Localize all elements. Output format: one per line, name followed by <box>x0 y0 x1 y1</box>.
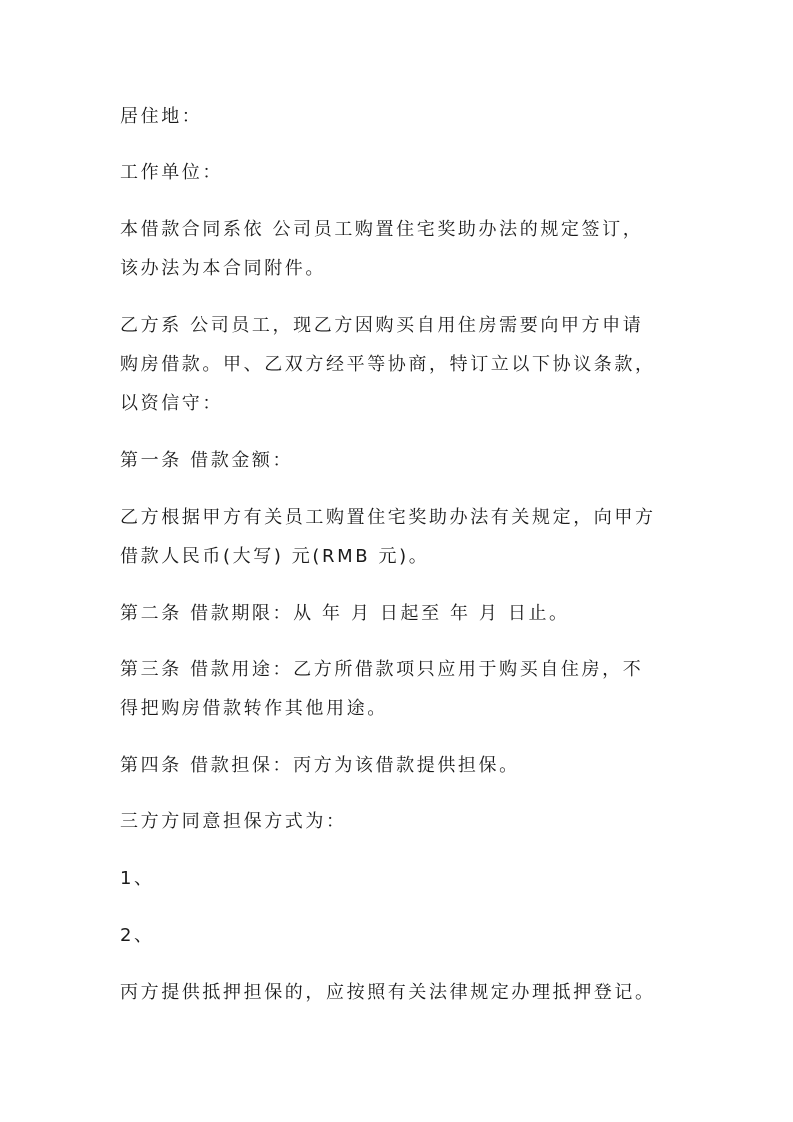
article-2-line: 第二条 借款期限：从 年 月 日起至 年 月 日止。 <box>120 603 570 624</box>
residence-line: 居住地： <box>120 106 203 127</box>
party-b-line-2: 购房借款。甲、乙双方经平等协商，特订立以下协议条款， <box>120 354 656 375</box>
guarantee-item-1: 1、 <box>120 868 155 889</box>
guarantee-method-line: 三方方同意担保方式为： <box>120 811 347 832</box>
article-4-line: 第四条 借款担保：丙方为该借款提供担保。 <box>120 755 520 776</box>
party-b-line-3: 以资信守： <box>120 393 223 414</box>
article-3-line-2: 得把购房借款转作其他用途。 <box>120 698 388 719</box>
article-1-heading: 第一条 借款金额： <box>120 450 294 471</box>
article-1-body-line-1: 乙方根据甲方有关员工购置住宅奖助办法有关规定，向甲方 <box>120 507 656 528</box>
contract-basis-line-2: 该办法为本合同附件。 <box>120 258 326 279</box>
mortgage-registration-line: 丙方提供抵押担保的，应按照有关法律规定办理抵押登记。 <box>120 982 656 1003</box>
party-b-line-1: 乙方系 公司员工，现乙方因购买自用住房需要向甲方申请 <box>120 315 644 336</box>
work-unit-line: 工作单位： <box>120 162 223 183</box>
article-3-line-1: 第三条 借款用途：乙方所借款项只应用于购买自住房，不 <box>120 659 644 680</box>
guarantee-item-2: 2、 <box>120 925 155 946</box>
contract-basis-line-1: 本借款合同系依 公司员工购置住宅奖助办法的规定签订， <box>120 219 644 240</box>
article-1-body-line-2: 借款人民币(大写) 元(RMB 元)。 <box>120 546 430 567</box>
